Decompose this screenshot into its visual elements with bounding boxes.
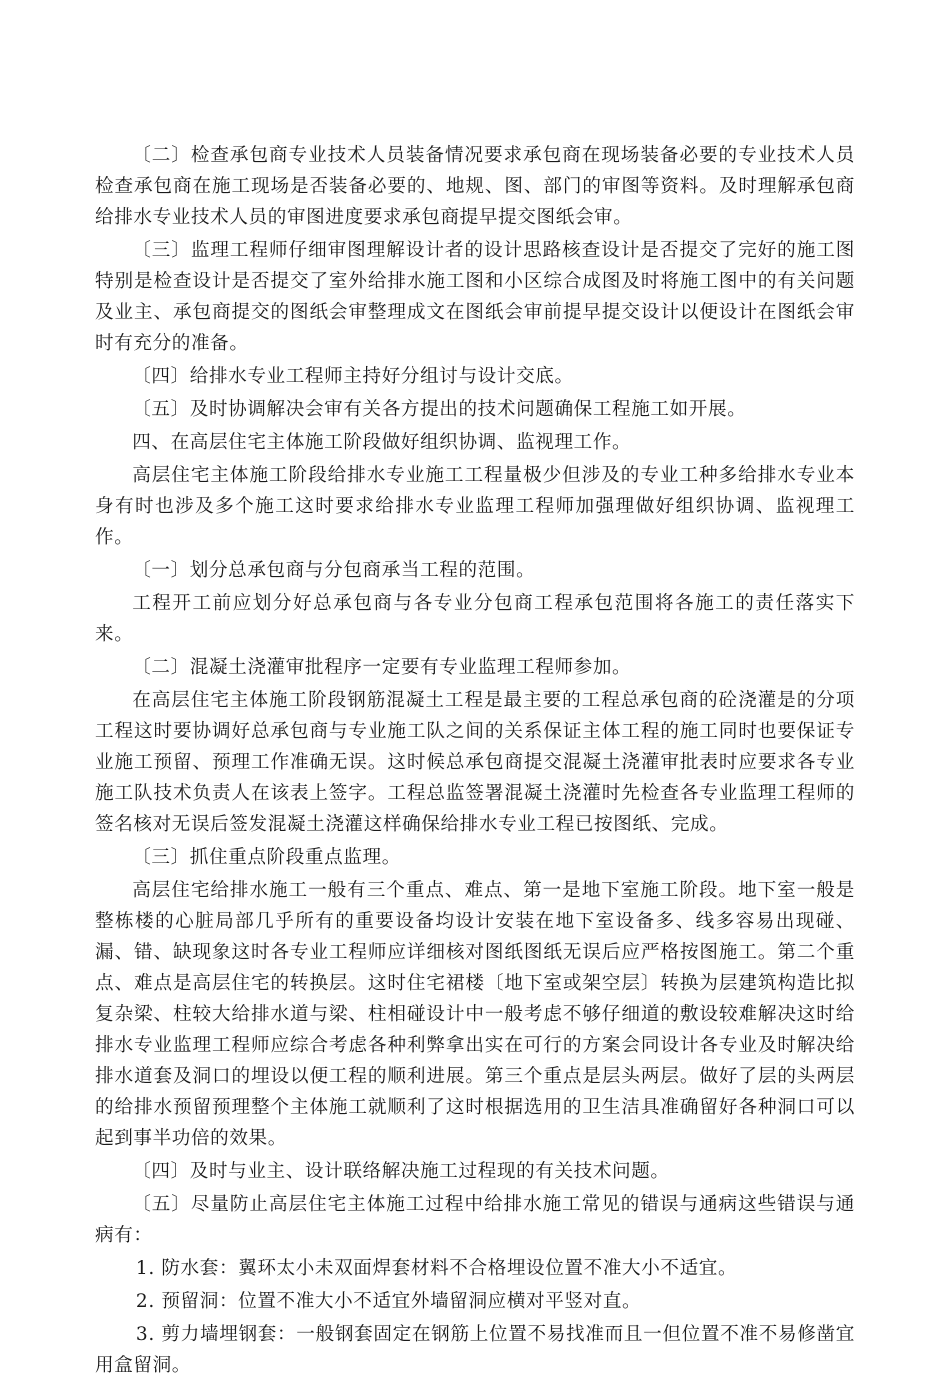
list-item-reserved-hole: 2. 预留洞：位置不准大小不适宜外墙留洞应横对平竖对直。 bbox=[135, 1291, 642, 1312]
paragraph-scope-detail: 工程开工前应划分好总承包商与各专业分包商工程承包范围将各施工的责任落实下来。 bbox=[95, 593, 855, 645]
paragraph-key-stages-detail: 高层住宅给排水施工一般有三个重点、难点、第一是地下室施工阶段。地下室一般是整栋楼的心脏局部几乎所有的重要设备均设计安装在地下室设备多、线多容易出现碰、漏、错、缺现象这时各专业工程师应详细核对图纸图纸无误后应严格按图施工。第二个重点、难点是高层住宅的转换层。这时住宅裙楼〔地下室或架空层〕转换为层建筑构造比拟复杂梁、柱较大给排水道与梁、柱相碰设计中一般考虑不够仔细道的敷设较难解决这时给排水专业监理工程师应综合考虑各种利弊拿出实在可行的方案会同设计各专业及时解决给排水道套及洞口的埋设以便工程的顺利进展。第三个重点是层头两层。做好了层的头两层的给排水预留预理整个主体施工就顺利了这时根据选用的卫生洁具准确留好各种洞口可以起到事半功倍的效果。 bbox=[95, 880, 855, 1149]
paragraph-coordinate-issues: 〔五〕及时协调解决会审有关各方提出的技术问题确保工程施工如开展。 bbox=[132, 399, 747, 420]
paragraph-key-stages: 〔三〕抓住重点阶段重点监理。 bbox=[132, 847, 401, 868]
list-item-waterproof-sleeve: 1. 防水套：翼环太小未双面焊套材料不合格埋设位置不准大小不适宜。 bbox=[135, 1258, 738, 1279]
document-page bbox=[95, 140, 855, 1383]
paragraph-liaise-design: 〔四〕及时与业主、设计联络解决施工过程现的有关技术问题。 bbox=[132, 1161, 670, 1182]
paragraph-common-errors: 〔五〕尽量防止高层住宅主体施工过程中给排水施工常见的错误与通病这些错误与通病有： bbox=[95, 1194, 855, 1246]
paragraph-concrete-approval: 〔二〕混凝土浇灌审批程序一定要有专业监理工程师参加。 bbox=[132, 657, 632, 678]
section-heading-main-construction: 四、在高层住宅主体施工阶段做好组织协调、监视理工作。 bbox=[132, 432, 632, 453]
list-item-shear-wall-sleeve: 3. 剪力墙埋钢套：一般钢套固定在钢筋上位置不易找准而且一但位置不准不易修凿宜用盒留洞。 bbox=[95, 1324, 855, 1376]
paragraph-inspect-contractor-staff: 〔二〕检查承包商专业技术人员装备情况要求承包商在现场装备必要的专业技术人员检查承包商在施工现场是否装备必要的、地规、图、部门的审图等资料。及时理解承包商给排水专业技术人员的审图进度要求承包商提早提交图纸会审。 bbox=[95, 145, 855, 228]
paragraph-design-disclosure: 〔四〕给排水专业工程师主持好分组讨与设计交底。 bbox=[132, 366, 574, 387]
paragraph-scope-division: 〔一〕划分总承包商与分包商承当工程的范围。 bbox=[132, 560, 536, 581]
paragraph-main-construction-intro: 高层住宅主体施工阶段给排水专业施工工程量极少但涉及的专业工种多给排水专业本身有时也涉及多个施工这时要求给排水专业监理工程师加强理做好组织协调、监视理工作。 bbox=[95, 465, 855, 548]
paragraph-concrete-detail: 在高层住宅主体施工阶段钢筋混凝土工程是最主要的工程总承包商的砼浇灌是的分项工程这时要协调好总承包商与专业施工队之间的关系保证主体工程的施工同时也要保证专业施工预留、预理工作准确无误。这时候总承包商提交混凝土浇灌审批表时应要求各专业施工队技术负责人在该表上签字。工程总监签署混凝土浇灌时先检查各专业监理工程师的签名核对无误后签发混凝土浇灌这样确保给排水专业工程已按图纸、完成。 bbox=[95, 690, 855, 835]
paragraph-review-drawings: 〔三〕监理工程师仔细审图理解设计者的设计思路核查设计是否提交了完好的施工图特别是检查设计是否提交了室外给排水施工图和小区综合成图及时将施工图中的有关问题及业主、承包商提交的图纸会审整理成文在图纸会审前提早提交设计以便设计在图纸会审时有充分的准备。 bbox=[95, 240, 855, 354]
